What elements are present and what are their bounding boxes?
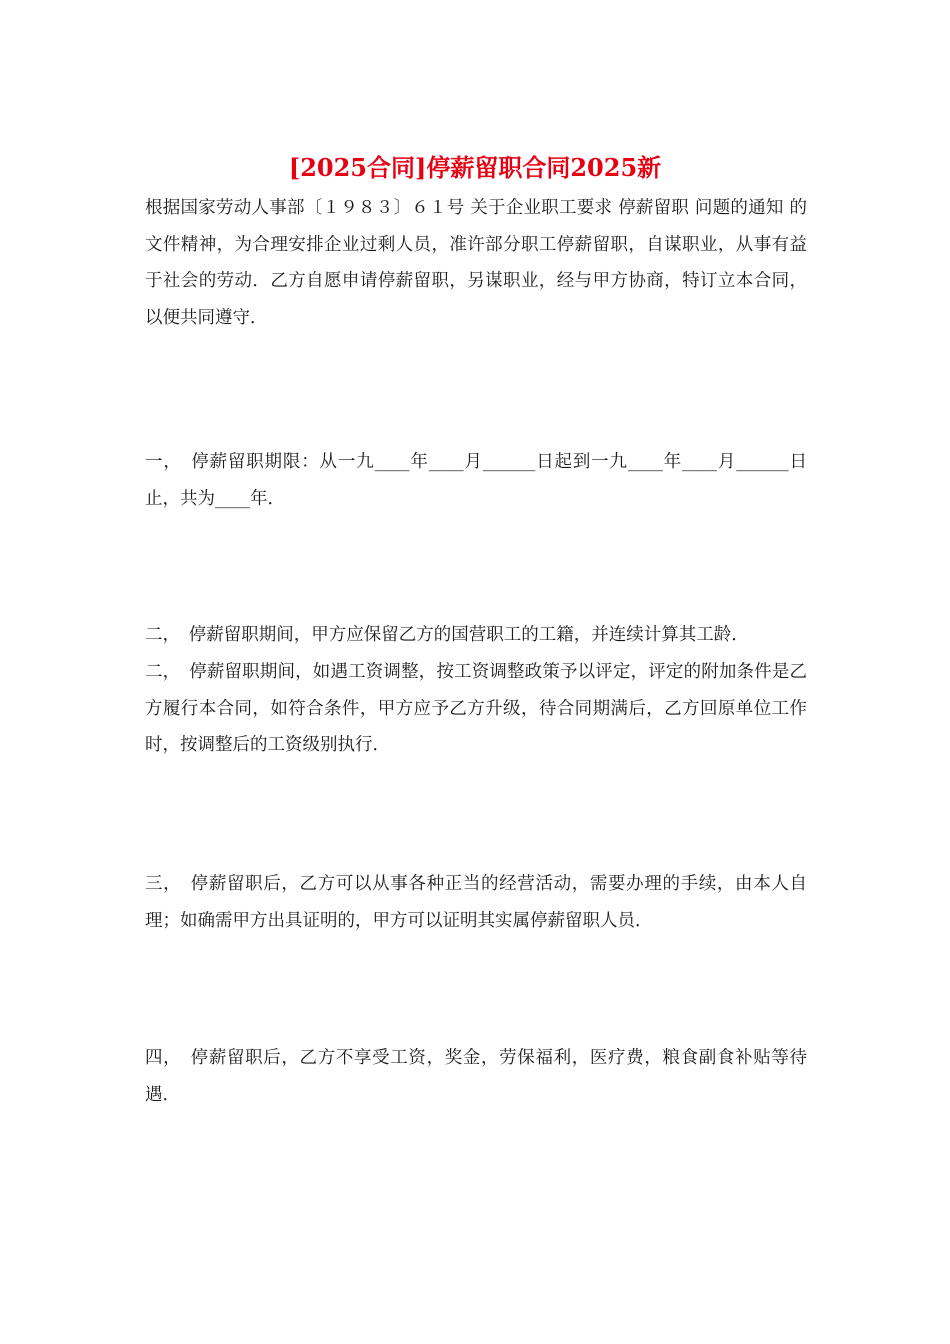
intro-paragraph: 根据国家劳动人事部〔１９８３〕６１号 关于企业职工要求 停薪留职 问题的通知 的文件精神，为合理安排企业过剩人员，准许部分职工停薪留职，自谋职业，从事有益于社会的劳动．乙方自愿申请停薪留职，另谋职业，经与甲方协商，特订立本合同，以便共同遵守．: [145, 198, 807, 328]
clause-paragraph-1: 一， 停薪留职期限：从一九____年____月______日起到一九____年____月______日止，共为____年．: [145, 452, 807, 509]
clause-paragraph-5: 四， 停薪留职后，乙方不享受工资，奖金，劳保福利，医疗费，粮食副食补贴等待遇．: [145, 1048, 807, 1105]
document-title: [2025合同]停薪留职合同2025新: [288, 153, 662, 182]
clause-paragraph-4: 三， 停薪留职后，乙方可以从事各种正当的经营活动，需要办理的手续，由本人自理；如确需甲方出具证明的，甲方可以证明其实属停薪留职人员．: [145, 874, 807, 931]
clause-paragraph-2: 二， 停薪留职期间，甲方应保留乙方的国营职工的工籍，并连续计算其工龄．: [145, 625, 749, 645]
clause-paragraph-3: 二， 停薪留职期间，如遇工资调整，按工资调整政策予以评定，评定的附加条件是乙方履行本合同，如符合条件，甲方应予乙方升级，待合同期满后，乙方回原单位工作时，按调整后的工资级别执行．: [145, 662, 807, 755]
